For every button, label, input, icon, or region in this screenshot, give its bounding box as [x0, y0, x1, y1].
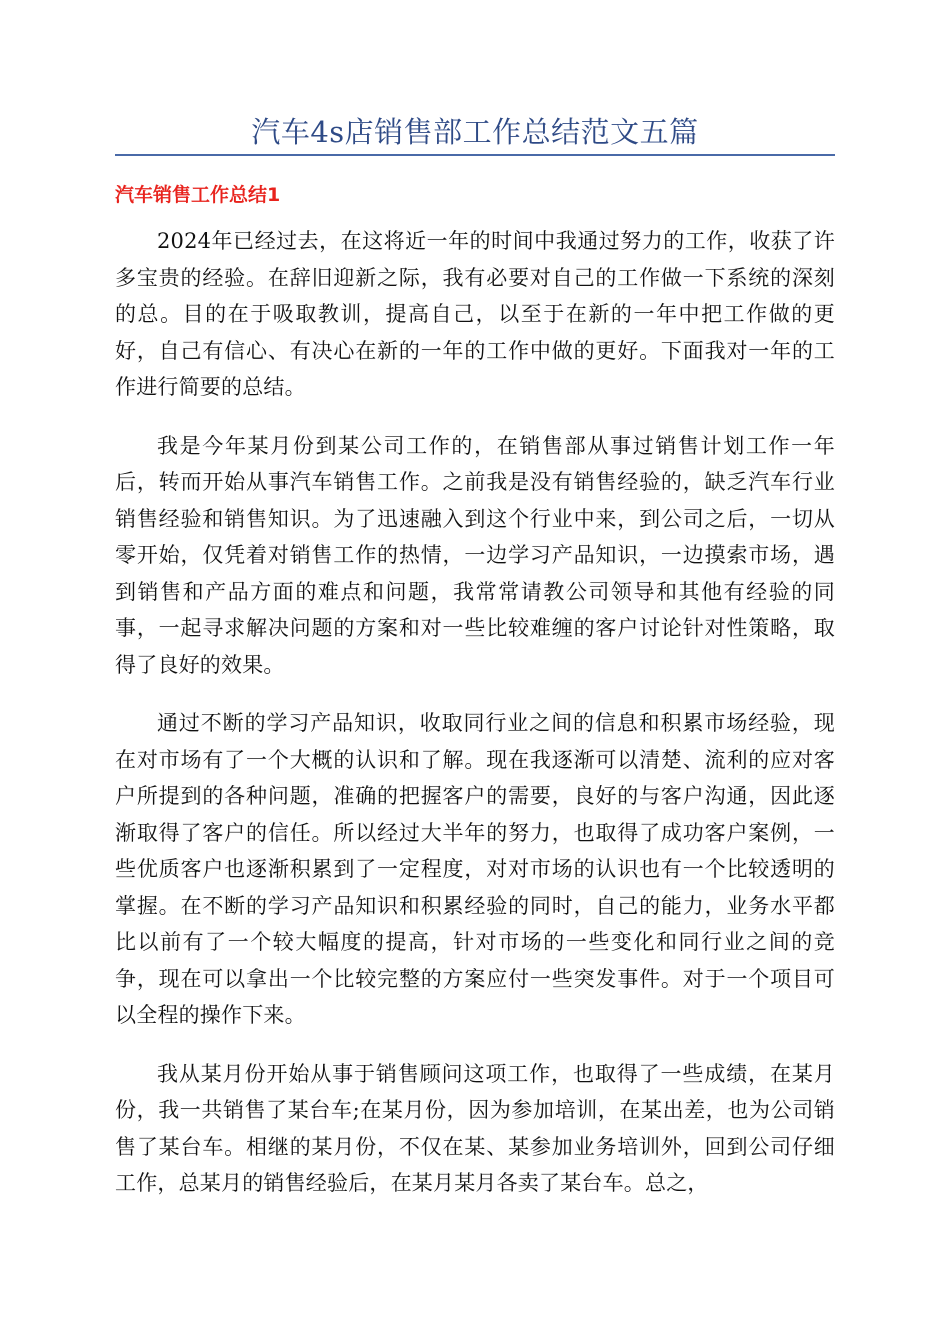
section-heading: 汽车销售工作总结1 [115, 184, 281, 206]
title-underline [115, 154, 835, 156]
paragraph-3: 通过不断的学习产品知识，收取同行业之间的信息和积累市场经验，现在对市场有了一个大概的认识和了解。现在我逐渐可以清楚、流利的应对客户所提到的各种问题，准确的把握客户的需要，良好的与客户沟通，因此逐渐取得了客户的信任。所以经过大半年的努力，也取得了成功客户案例，一些优质客户也逐渐积累到了一定程度，对对市场的认识也有一个比较透明的掌握。在不断的学习产品知识和积累经验的同时，自己的能力，业务水平都比以前有了一个较大幅度的提高，针对市场的一些变化和同行业之间的竞争，现在可以拿出一个比较完整的方案应付一些突发事件。对于一个项目可以全程的操作下来。 [115, 711, 835, 1027]
document-title: 汽车4s店销售部工作总结范文五篇 [251, 115, 699, 149]
paragraph-2: 我是今年某月份到某公司工作的，在销售部从事过销售计划工作一年后，转而开始从事汽车销售工作。之前我是没有销售经验的，缺乏汽车行业销售经验和销售知识。为了迅速融入到这个行业中来，到公司之后，一切从零开始，仅凭着对销售工作的热情，一边学习产品知识，一边摸索市场，遇到销售和产品方面的难点和问题，我常常请教公司领导和其他有经验的同事，一起寻求解决问题的方案和对一些比较难缠的客户讨论针对性策略，取得了良好的效果。 [115, 433, 835, 677]
paragraph-4: 我从某月份开始从事于销售顾问这项工作，也取得了一些成绩，在某月份，我一共销售了某台车;在某月份，因为参加培训，在某出差，也为公司销售了某台车。相继的某月份，不仅在某、某参加业务培训外，回到公司仔细工作，总某月的销售经验后，在某月某月各卖了某台车。总之， [115, 1061, 835, 1195]
paragraph-1: 2024年已经过去，在这将近一年的时间中我通过努力的工作，收获了许多宝贵的经验。在辞旧迎新之际，我有必要对自己的工作做一下系统的深刻的总。目的在于吸取教训，提高自己，以至于在新的一年中把工作做的更好，自己有信心、有决心在新的一年的工作中做的更好。下面我对一年的工作进行简要的总结。 [115, 229, 835, 399]
document-body [115, 223, 835, 1224]
